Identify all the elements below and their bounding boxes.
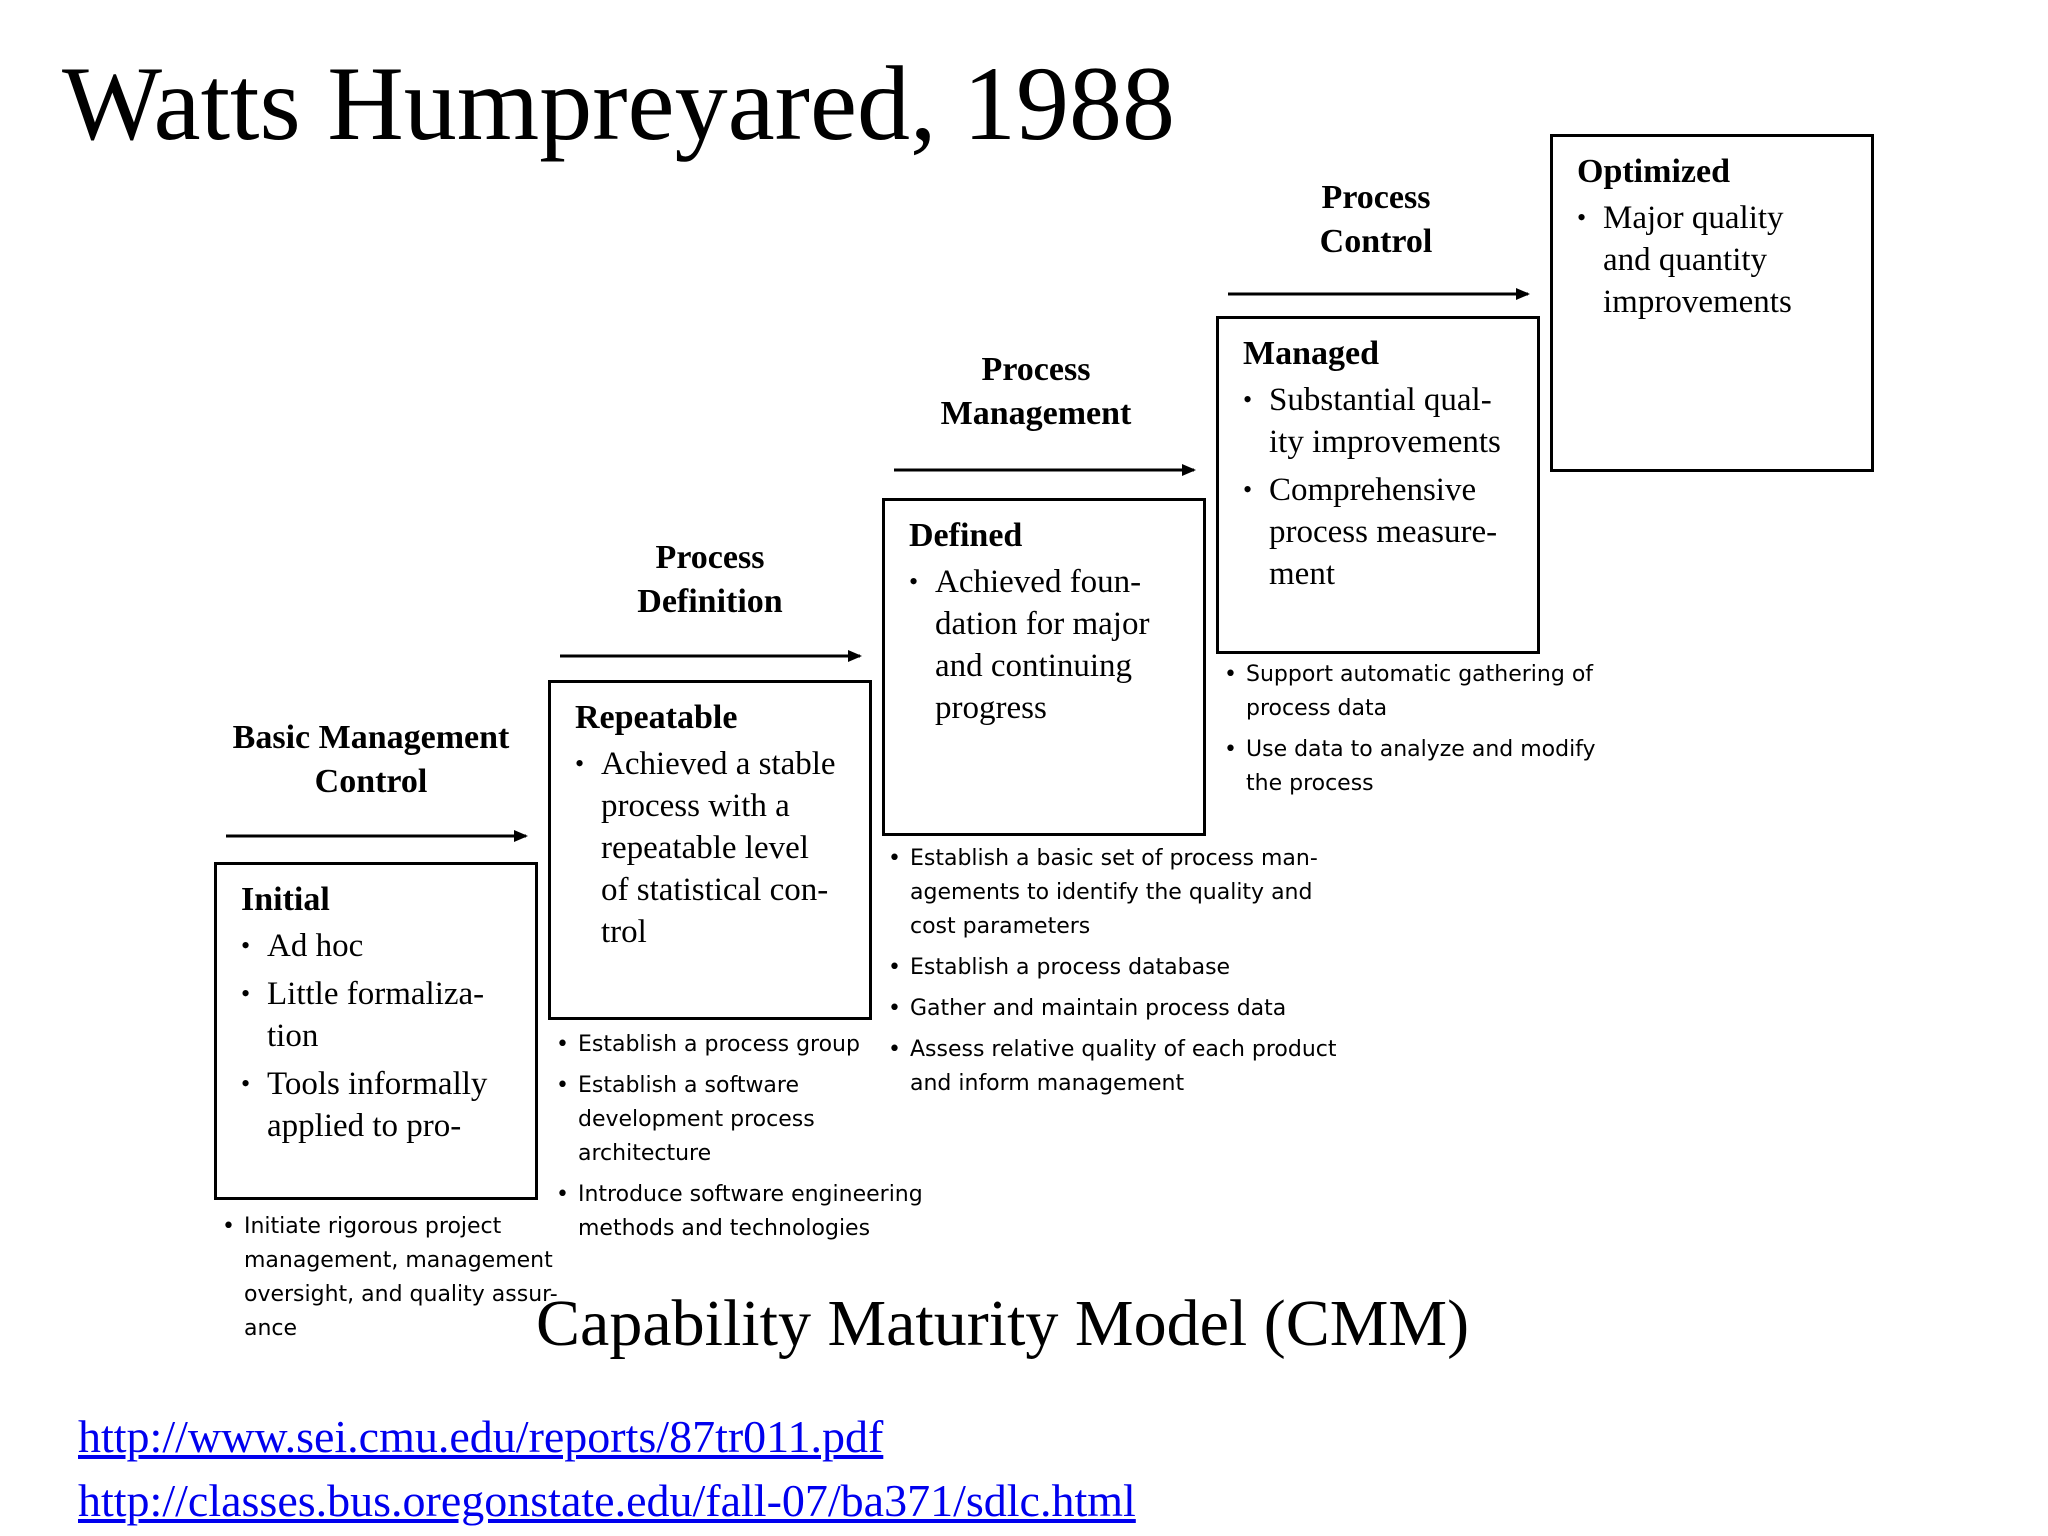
action-item: • Establish a software development process architecture [554, 1069, 954, 1171]
slide-title: Watts Humpreyared, 1988 [62, 45, 1175, 162]
level-box-managed [1216, 316, 1540, 654]
level-title-repeatable: Repeatable [575, 699, 738, 736]
level-box-defined [882, 498, 1206, 836]
action-item: • Establish a process database [886, 951, 1346, 985]
action-item: • Initiate rigorous project management, management oversight, and quality assur- ance [220, 1210, 560, 1346]
level-title-initial: Initial [241, 881, 330, 918]
level-box-optimized [1550, 134, 1874, 472]
action-item: • Establish a basic set of process man- agements to identify the quality and cost parameters [886, 842, 1346, 944]
level-bullet: • Ad hoc [241, 925, 517, 967]
level-box-repeatable [548, 680, 872, 1020]
level-title-defined: Defined [909, 517, 1023, 554]
action-item: • Gather and maintain process data [886, 992, 1346, 1026]
transition-label-process-definition: Process Definition [637, 539, 783, 620]
level-bullet: • Achieved foun- dation for major and continuing progress [909, 561, 1185, 729]
level-bullet: • Major quality and quantity improvements [1577, 197, 1853, 323]
reference-link-sei[interactable]: http://www.sei.cmu.edu/reports/87tr011.pdf [78, 1411, 884, 1462]
transition-label-process-management: Process Management [940, 351, 1132, 432]
action-item: • Use data to analyze and modify the process [1222, 733, 1622, 801]
diagram-caption: Capability Maturity Model (CMM) [536, 1287, 1470, 1360]
level-bullet: • Achieved a stable process with a repeatable level of statistical con- trol [575, 743, 851, 953]
reference-link-oregonstate[interactable]: http://classes.bus.oregonstate.edu/fall-07/ba371/sdlc.html [78, 1475, 1136, 1526]
level-bullet: • Substantial qual- ity improvements [1243, 379, 1519, 463]
action-item: • Assess relative quality of each product and inform management [886, 1033, 1346, 1101]
actions-managed [1222, 658, 1622, 808]
action-item: • Introduce software engineering methods and technologies [554, 1178, 954, 1246]
level-bullet: • Comprehensive process measure- ment [1243, 469, 1519, 595]
actions-initial [220, 1210, 560, 1353]
level-bullet: • Little formaliza- tion [241, 973, 517, 1057]
actions-defined [886, 842, 1346, 1108]
level-bullet: • Tools informally applied to pro- [241, 1063, 517, 1147]
action-item: • Establish a process group [554, 1028, 954, 1062]
transition-label-process-control: Process Control [1319, 179, 1433, 260]
level-title-optimized: Optimized [1577, 153, 1730, 190]
level-title-managed: Managed [1243, 335, 1379, 372]
transition-label-basic-management-control: Basic Management Control [232, 719, 510, 800]
action-item: • Support automatic gathering of process data [1222, 658, 1622, 726]
level-box-initial [214, 862, 538, 1200]
